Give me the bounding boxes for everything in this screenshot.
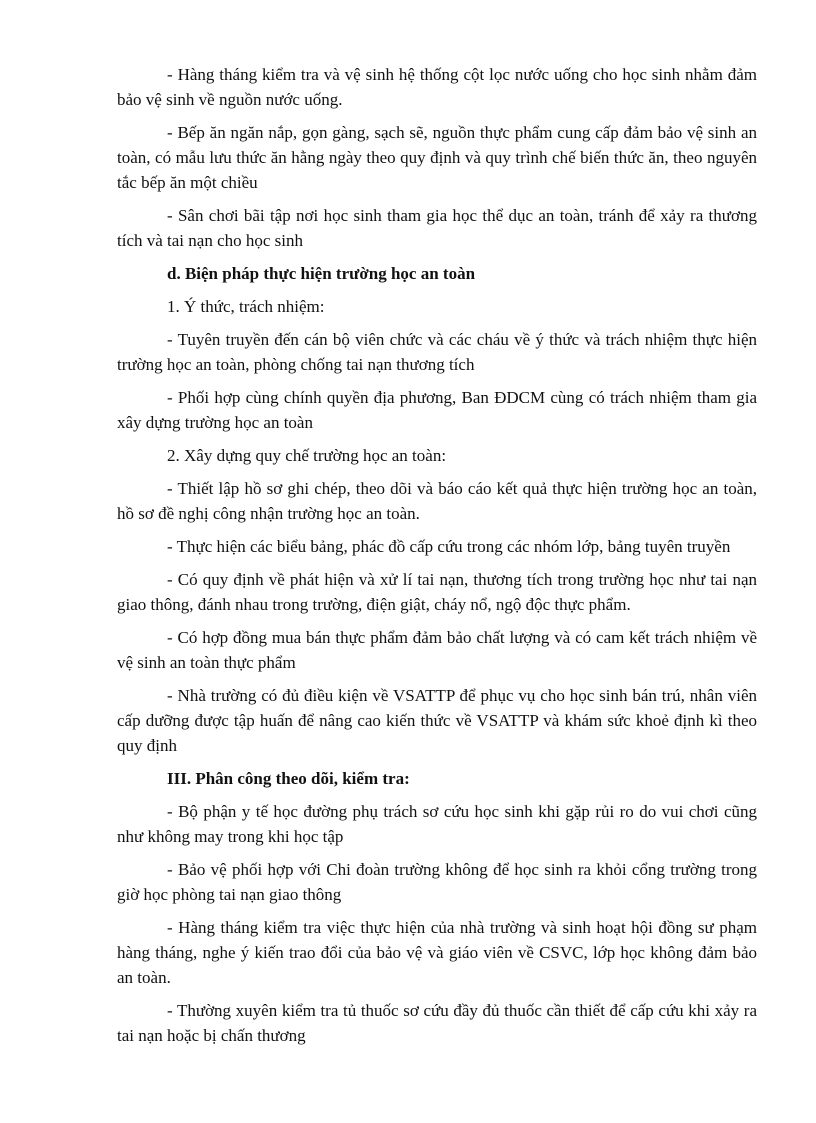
subheading-awareness: 1. Ý thức, trách nhiệm: [167, 297, 325, 316]
paragraph-first-aid: - Thường xuyên kiểm tra tủ thuốc sơ cứu đầy đủ thuốc cần thiết để cấp cứu khi xảy ra tai nạn hoặc bị chấn thương [117, 1001, 757, 1045]
paragraph-accident-handling: - Có quy định về phát hiện và xử lí tai nạn, thương tích trong trường học như tai nạn giao thông, đánh nhau trong trường, điện giật, cháy nổ, ngộ độc thực phẩm. [117, 570, 757, 614]
paragraph-coordination: - Phối hợp cùng chính quyền địa phương, Ban ĐDCM cùng có trách nhiệm tham gia xây dựng trường học an toàn [117, 388, 757, 432]
paragraph-food-safety: - Nhà trường có đủ điều kiện về VSATTP để phục vụ cho học sinh bán trú, nhân viên cấp dưỡng được tập huấn để nâng cao kiến thức về VSATTP và khám sức khoẻ định kì theo quy định [117, 686, 757, 755]
document-page [117, 62, 757, 1056]
paragraph-playground: - Sân chơi bãi tập nơi học sinh tham gia học thể dục an toàn, tránh để xảy ra thương tích và tai nạn cho học sinh [117, 206, 757, 250]
paragraph-food-contract: - Có hợp đồng mua bán thực phẩm đảm bảo chất lượng và có cam kết trách nhiệm về vệ sinh an toàn thực phẩm [117, 628, 757, 672]
section-heading-assignment: III. Phân công theo dõi, kiểm tra: [167, 769, 410, 788]
paragraph-charts: - Thực hiện các biểu bảng, phác đồ cấp cứu trong các nhóm lớp, bảng tuyên truyền [167, 537, 731, 556]
paragraph-propaganda: - Tuyên truyền đến cán bộ viên chức và các cháu về ý thức và trách nhiệm thực hiện trường học an toàn, phòng chống tai nạn thương tích [117, 330, 757, 374]
paragraph-records: - Thiết lập hồ sơ ghi chép, theo dõi và báo cáo kết quả thực hiện trường học an toàn, hồ sơ đề nghị công nhận trường học an toàn. [117, 479, 757, 523]
paragraph-security: - Bảo vệ phối hợp với Chi đoàn trường không để học sinh ra khỏi cổng trường trong giờ học phòng tai nạn giao thông [117, 860, 757, 904]
paragraph-kitchen: - Bếp ăn ngăn nắp, gọn gàng, sạch sẽ, nguồn thực phẩm cung cấp đảm bảo vệ sinh an toàn, có mẫu lưu thức ăn hằng ngày theo quy định và quy trình chế biến thức ăn, theo nguyên tắc bếp ăn một chiều [117, 123, 757, 192]
subheading-regulations: 2. Xây dựng quy chế trường học an toàn: [167, 446, 447, 465]
paragraph-water-filter: - Hàng tháng kiểm tra và vệ sinh hệ thống cột lọc nước uống cho học sinh nhằm đảm bảo vệ sinh về nguồn nước uống. [117, 65, 757, 109]
paragraph-monthly-check: - Hàng tháng kiểm tra việc thực hiện của nhà trường và sinh hoạt hội đồng sư phạm hàng tháng, nghe ý kiến trao đổi của bảo vệ và giáo viên về CSVC, lớp học không đảm bảo an toàn. [117, 918, 757, 987]
paragraph-medical: - Bộ phận y tế học đường phụ trách sơ cứu học sinh khi gặp rủi ro do vui chơi cũng như không may trong khi học tập [117, 802, 757, 846]
section-heading-safety-measures: d. Biện pháp thực hiện trường học an toàn [167, 264, 476, 283]
